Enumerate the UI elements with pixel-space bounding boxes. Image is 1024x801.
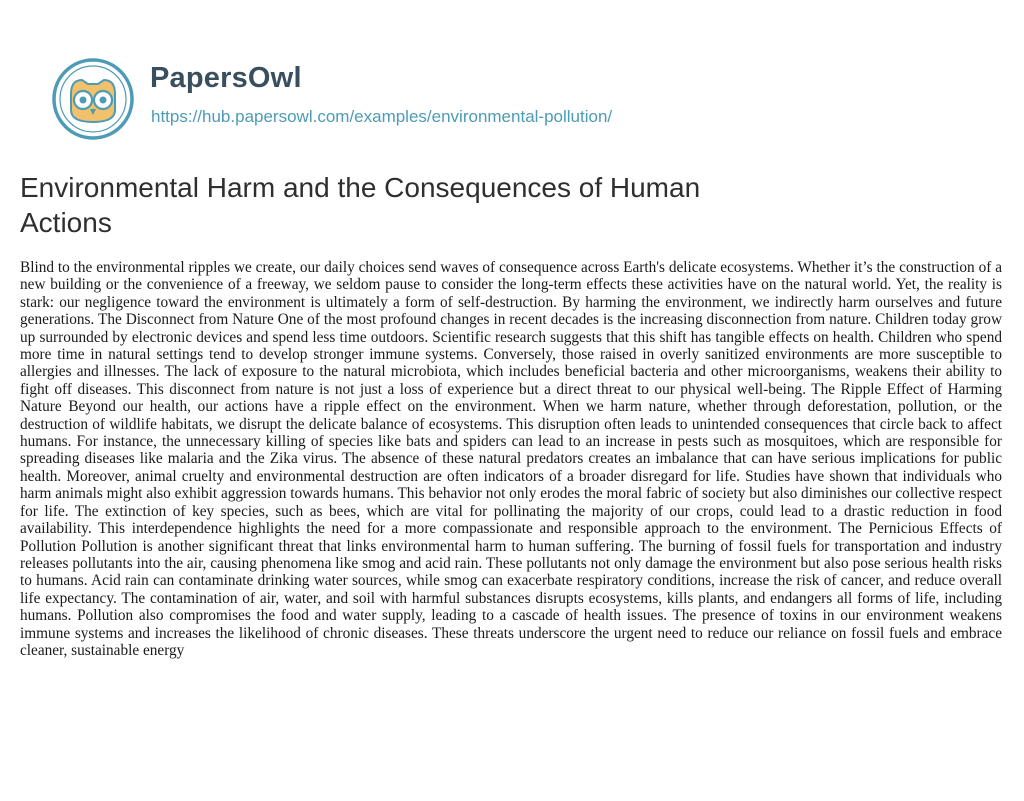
source-url-link[interactable]: https://hub.papersowl.com/examples/environmental-pollution/ bbox=[151, 107, 613, 126]
document-body: Blind to the environmental ripples we create, our daily choices send waves of consequence across Earth's delicate ecosystems. Whether it’s the construction of a new building or the convenience of a freeway, we seldom pause to consider the long-term effects these activities have on the natural world. Yet, the reality is stark: our negligence toward the environment is ultimately a form of self-destruction. By harming the environment, we indirectly harm ourselves and future generations. The Disconnect from Nature One of the most profound changes in recent decades is the increasing disconnection from nature. Children today grow up surrounded by electronic devices and spend less time outdoors. Scientific research suggests that this shift has tangible effects on health. Children who spend more time in natural settings tend to develop stronger immune systems. Conversely, those raised in overly sanitized environments are more susceptible to allergies and illnesses. The lack of exposure to the natural microbiota, which includes beneficial bacteria and other microorganisms, weakens their ability to fight off diseases. This disconnect from nature is not just a loss of experience but a direct threat to our physical well-being. The Ripple Effect of Harming Nature Beyond our health, our actions have a ripple effect on the environment. When we harm nature, whether through deforestation, pollution, or the destruction of wildlife habitats, we disrupt the delicate balance of ecosystems. This disruption often leads to unintended consequences that circle back to affect humans. For instance, the unnecessary killing of species like bats and spiders can lead to an increase in pests such as mosquitoes, which are responsible for spreading diseases like malaria and the Zika virus. The absence of these natural predators creates an imbalance that can have serious implications for public health. Moreover, animal cruelty and environmental destruction are often indicators of a broader disregard for life. Studies have shown that individuals who harm animals might also exhibit aggression towards humans. This behavior not only erodes the moral fabric of society but also diminishes our collective respect for life. The extinction of key species, such as bees, which are vital for pollinating the majority of our crops, could lead to a drastic reduction in food availability. This interdependence highlights the need for a more compassionate and responsible approach to the environment. The Pernicious Effects of Pollution Pollution is another significant threat that links environmental harm to human suffering. The burning of fossil fuels for transportation and industry releases pollutants into the air, causing phenomena like smog and acid rain. These pollutants not only damage the environment but also pose serious health risks to humans. Acid rain can contaminate drinking water sources, while smog can exacerbate respiratory conditions, increase the risk of cancer, and reduce overall life expectancy. The contamination of air, water, and soil with harmful substances disrupts ecosystems, kills plants, and endangers all forms of life, including humans. Pollution also compromises the food and water supply, leading to a cascade of health issues. The presence of toxins in our environment weakens immune systems and increases the likelihood of chronic diseases. These threats underscore the urgent need to reduce our reliance on fossil fuels and embrace cleaner, sustainable energy bbox=[20, 259, 1002, 659]
owl-logo-icon[interactable] bbox=[52, 58, 134, 140]
brand-name[interactable]: PapersOwl bbox=[150, 62, 302, 94]
site-header bbox=[52, 58, 992, 138]
document-title: Environmental Harm and the Consequences of Human Actions bbox=[20, 172, 701, 238]
